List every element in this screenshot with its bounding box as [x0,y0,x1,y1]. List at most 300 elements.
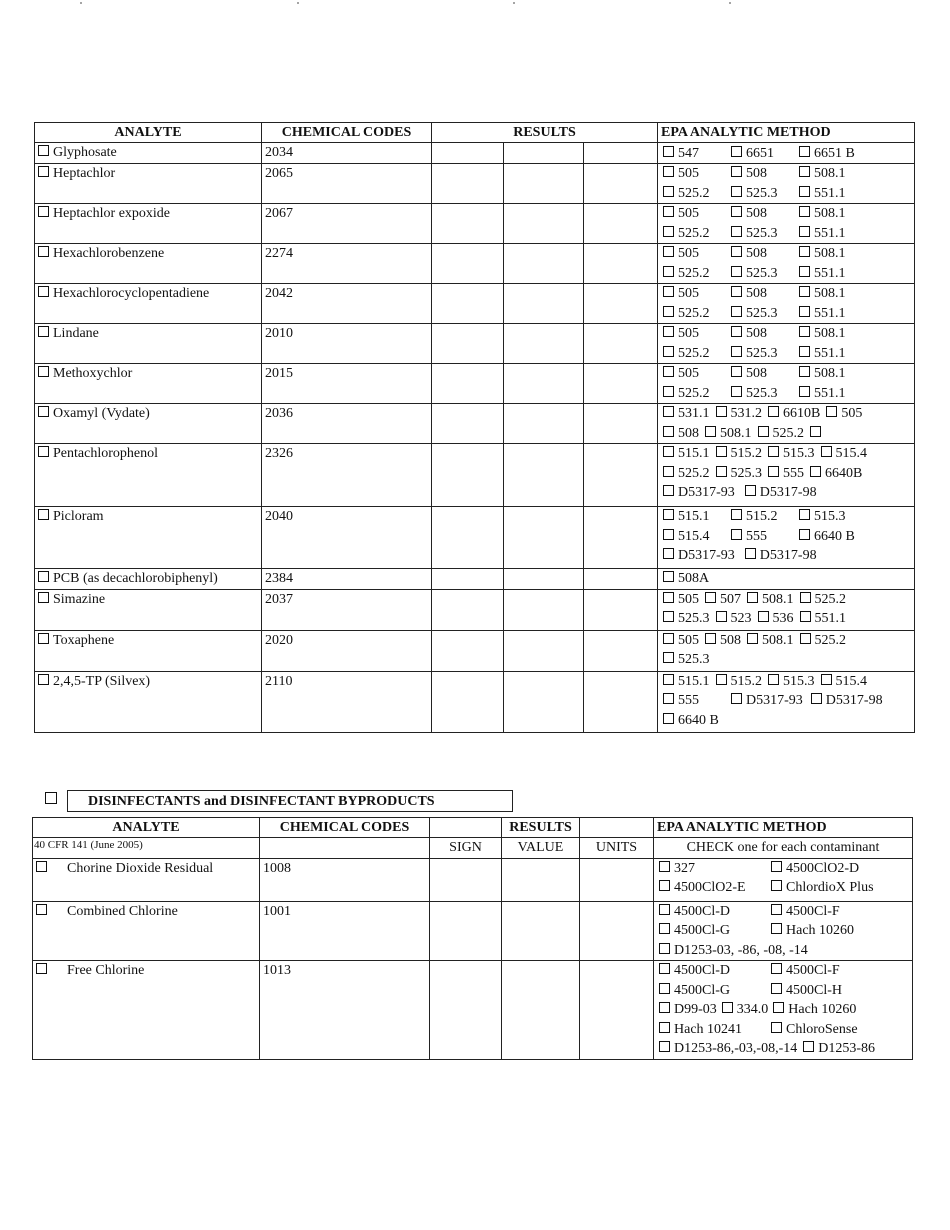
epa-method-option[interactable] [731,384,791,404]
result-value-field[interactable] [504,143,584,164]
method-checkbox[interactable] [731,266,742,277]
analyte-checkbox[interactable] [38,246,49,257]
epa-method-option[interactable] [799,344,859,364]
result-sign-field[interactable] [432,507,504,569]
epa-method-line [663,546,911,566]
analyte-checkbox[interactable] [38,206,49,217]
analyte-checkbox[interactable] [38,509,49,520]
method-checkbox[interactable] [731,146,742,157]
section-checkbox[interactable] [45,792,57,804]
epa-method-option[interactable] [799,144,859,164]
method-checkbox[interactable] [659,983,670,994]
method-checkbox[interactable] [731,166,742,177]
epa-method-option[interactable] [771,1020,858,1040]
method-checkbox[interactable] [731,286,742,297]
result-units-field[interactable] [584,404,658,444]
result-units-field[interactable] [580,961,654,1060]
method-checkbox[interactable] [663,674,674,685]
method-checkbox[interactable] [771,880,782,891]
analyte-checkbox[interactable] [38,326,49,337]
analyte-checkbox[interactable] [38,674,49,685]
analyte-checkbox[interactable] [38,166,49,177]
result-value-field[interactable] [504,204,584,244]
method-checkbox[interactable] [799,306,810,317]
epa-method-option[interactable] [731,364,791,384]
result-sign-field[interactable] [430,901,502,961]
method-checkbox[interactable] [722,1002,733,1013]
method-checkbox[interactable] [663,713,674,724]
epa-method-option[interactable] [663,264,723,284]
epa-method-option[interactable] [663,424,699,444]
result-units-field[interactable] [584,284,658,324]
method-checkbox[interactable] [799,206,810,217]
method-checkbox[interactable] [663,326,674,337]
epa-method-option[interactable] [731,204,791,224]
epa-method-option[interactable] [768,672,815,692]
epa-method-option[interactable] [731,527,791,547]
method-checkbox[interactable] [731,306,742,317]
epa-method-option[interactable] [745,546,817,566]
method-checkbox[interactable] [705,592,716,603]
method-checkbox[interactable] [768,406,779,417]
method-checkbox[interactable] [663,466,674,477]
method-checkbox[interactable] [803,1041,814,1052]
method-label: 525.2 [678,465,710,481]
epa-method-option[interactable] [799,284,859,304]
method-checkbox[interactable] [768,674,779,685]
result-sign-field[interactable] [432,364,504,404]
analyte-checkbox[interactable] [38,406,49,417]
epa-method-option[interactable] [663,184,723,204]
epa-method-option[interactable] [663,483,735,503]
method-checkbox[interactable] [663,186,674,197]
method-checkbox[interactable] [663,509,674,520]
epa-method-line [663,364,911,384]
epa-method-option[interactable] [659,981,765,1001]
method-checkbox[interactable] [663,166,674,177]
epa-method-option[interactable] [716,464,763,484]
method-checkbox[interactable] [821,674,832,685]
method-checkbox[interactable] [799,326,810,337]
epa-method-line [663,184,911,204]
method-checkbox[interactable] [800,592,811,603]
epa-method-option[interactable] [747,631,794,651]
method-checkbox[interactable] [799,146,810,157]
epa-method-option[interactable] [716,672,763,692]
result-units-field[interactable] [584,164,658,204]
epa-method-option[interactable] [731,264,791,284]
epa-method-option[interactable] [663,569,709,589]
epa-method-option[interactable] [731,164,791,184]
epa-method-option[interactable] [705,631,741,651]
result-sign-field[interactable] [432,671,504,732]
epa-method-option[interactable] [799,224,859,244]
method-checkbox[interactable] [745,485,756,496]
epa-method-option[interactable] [663,650,710,670]
result-value-field[interactable] [504,569,584,590]
epa-method-option[interactable] [771,981,842,1001]
method-checkbox[interactable] [731,386,742,397]
result-value-field[interactable] [504,364,584,404]
analyte-checkbox[interactable] [38,145,49,156]
method-checkbox[interactable] [771,1022,782,1033]
epa-method-option[interactable] [821,444,868,464]
method-checkbox[interactable] [716,466,727,477]
result-units-field[interactable] [584,364,658,404]
epa-method-option[interactable] [800,590,847,610]
epa-method-line [663,711,911,731]
result-sign-field[interactable] [432,164,504,204]
epa-method-option[interactable] [659,921,765,941]
epa-method-option[interactable] [821,672,868,692]
epa-method-option[interactable] [663,324,723,344]
result-value-field[interactable] [504,630,584,671]
method-checkbox[interactable] [659,1041,670,1052]
epa-method-option[interactable] [731,507,791,527]
epa-method-option[interactable] [705,424,752,444]
epa-method-option[interactable] [663,464,710,484]
method-checkbox[interactable] [758,611,769,622]
result-value-field[interactable] [504,244,584,284]
epa-method-option[interactable] [731,284,791,304]
epa-method-option[interactable] [663,609,710,629]
result-units-field[interactable] [584,671,658,732]
epa-method-option[interactable] [663,284,723,304]
epa-method-option[interactable] [771,859,859,879]
epa-method-option[interactable] [716,444,763,464]
epa-method-option[interactable] [731,691,803,711]
result-sign-field[interactable] [432,404,504,444]
method-checkbox[interactable] [799,346,810,357]
result-units-field[interactable] [584,204,658,244]
epa-method-option[interactable] [705,590,741,610]
epa-method-option[interactable] [663,711,719,731]
analyte-checkbox[interactable] [38,633,49,644]
result-units-field[interactable] [584,324,658,364]
result-sign-field[interactable] [430,858,502,901]
method-checkbox[interactable] [663,426,674,437]
epa-method-option[interactable] [768,444,815,464]
method-checkbox[interactable] [716,674,727,685]
epa-method-option[interactable] [799,184,859,204]
epa-method-option[interactable] [663,164,723,184]
epa-method-option[interactable] [731,344,791,364]
method-checkbox[interactable] [800,633,811,644]
epa-method-option[interactable] [758,424,805,444]
method-checkbox[interactable] [716,446,727,457]
method-checkbox[interactable] [800,611,811,622]
epa-method-option[interactable] [659,902,765,922]
method-checkbox[interactable] [659,1002,670,1013]
method-checkbox[interactable] [663,529,674,540]
method-checkbox[interactable] [771,904,782,915]
epa-method-option[interactable] [663,244,723,264]
method-checkbox[interactable] [663,146,674,157]
result-value-field[interactable] [502,961,580,1060]
epa-method-option[interactable] [659,1000,717,1020]
method-checkbox[interactable] [663,485,674,496]
epa-method-option[interactable] [663,691,723,711]
epa-method-option[interactable] [799,264,859,284]
chemical-code: 2020 [262,630,432,671]
result-value-field[interactable] [504,284,584,324]
method-label: Hach 10260 [786,923,855,938]
epa-method-option[interactable] [799,304,859,324]
epa-method-option[interactable] [826,404,862,424]
method-checkbox[interactable] [731,346,742,357]
method-checkbox[interactable] [799,529,810,540]
epa-method-option[interactable] [663,507,723,527]
epa-method-option[interactable] [663,384,723,404]
result-units-field[interactable] [584,630,658,671]
method-checkbox[interactable] [810,466,821,477]
method-checkbox[interactable] [659,943,670,954]
method-checkbox[interactable] [810,426,821,437]
method-checkbox[interactable] [663,306,674,317]
epa-method-option[interactable] [716,609,752,629]
method-checkbox[interactable] [768,466,779,477]
result-sign-field[interactable] [432,244,504,284]
method-checkbox[interactable] [799,509,810,520]
method-label: 508 [746,366,768,381]
method-checkbox[interactable] [768,446,779,457]
method-checkbox[interactable] [659,880,670,891]
result-units-field[interactable] [580,858,654,901]
method-checkbox[interactable] [731,509,742,520]
epa-method-option[interactable] [773,1000,856,1020]
method-checkbox[interactable] [731,693,742,704]
method-checkbox[interactable] [799,186,810,197]
result-value-field[interactable] [504,164,584,204]
epa-method-option[interactable] [811,691,883,711]
method-label: 551.1 [814,345,846,361]
epa-method-option[interactable] [799,164,859,184]
method-checkbox[interactable] [663,246,674,257]
method-checkbox[interactable] [771,861,782,872]
method-checkbox[interactable] [705,426,716,437]
epa-method-option[interactable] [663,527,723,547]
epa-method-option[interactable] [659,941,808,961]
result-value-field[interactable] [504,444,584,507]
method-checkbox[interactable] [799,366,810,377]
epa-method-option[interactable] [659,961,765,981]
epa-method-option[interactable] [663,404,710,424]
result-units-field[interactable] [584,589,658,630]
epa-method-option[interactable] [663,444,710,464]
method-checkbox[interactable] [771,963,782,974]
method-checkbox[interactable] [716,406,727,417]
result-sign-field[interactable] [432,630,504,671]
result-value-field[interactable] [504,589,584,630]
method-checkbox[interactable] [747,633,758,644]
method-checkbox[interactable] [663,652,674,663]
method-checkbox[interactable] [663,633,674,644]
result-value-field[interactable] [504,671,584,732]
method-checkbox[interactable] [663,346,674,357]
epa-method-option[interactable] [731,244,791,264]
method-checkbox[interactable] [659,1022,670,1033]
epa-method-option[interactable] [722,1000,769,1020]
result-sign-field[interactable] [430,961,502,1060]
method-checkbox[interactable] [663,592,674,603]
method-checkbox[interactable] [731,529,742,540]
method-checkbox[interactable] [731,246,742,257]
method-checkbox[interactable] [747,592,758,603]
method-checkbox[interactable] [731,186,742,197]
method-checkbox[interactable] [663,286,674,297]
epa-method-option[interactable] [799,204,859,224]
result-units-field[interactable] [580,901,654,961]
result-sign-field[interactable] [432,324,504,364]
epa-method-cell [654,858,913,901]
epa-method-option[interactable] [731,324,791,344]
method-checkbox[interactable] [799,386,810,397]
method-checkbox[interactable] [663,266,674,277]
method-checkbox[interactable] [659,904,670,915]
method-checkbox[interactable] [663,206,674,217]
result-sign-field[interactable] [432,589,504,630]
epa-method-option[interactable] [663,144,723,164]
analyte-checkbox[interactable] [36,861,47,872]
result-sign-field[interactable] [432,569,504,590]
epa-method-option[interactable] [800,609,847,629]
epa-method-line [659,1039,909,1059]
method-checkbox[interactable] [799,246,810,257]
method-checkbox[interactable] [705,633,716,644]
method-checkbox[interactable] [663,611,674,622]
method-checkbox[interactable] [663,226,674,237]
method-checkbox[interactable] [663,366,674,377]
method-checkbox[interactable] [731,366,742,377]
epa-method-option[interactable] [663,204,723,224]
epa-method-option[interactable] [799,364,859,384]
result-sign-field[interactable] [432,204,504,244]
result-units-field[interactable] [584,143,658,164]
epa-method-option[interactable] [810,424,825,444]
result-units-field[interactable] [584,569,658,590]
method-checkbox[interactable] [663,406,674,417]
result-value-field[interactable] [504,324,584,364]
result-sign-field[interactable] [432,284,504,324]
epa-method-option[interactable] [659,878,765,898]
method-checkbox[interactable] [773,1002,784,1013]
epa-method-option[interactable] [799,244,859,264]
epa-method-option[interactable] [659,1039,797,1059]
method-label: 6651 B [814,145,855,161]
epa-method-option[interactable] [799,384,859,404]
epa-method-option[interactable] [663,224,723,244]
epa-method-option[interactable] [663,364,723,384]
method-checkbox[interactable] [731,226,742,237]
epa-method-option[interactable] [663,304,723,324]
method-checkbox[interactable] [659,923,670,934]
epa-method-option[interactable] [663,631,699,651]
epa-method-option[interactable] [745,483,817,503]
analyte-checkbox[interactable] [38,446,49,457]
epa-method-option[interactable] [731,184,791,204]
epa-method-option[interactable] [799,527,859,547]
method-checkbox[interactable] [731,326,742,337]
method-checkbox[interactable] [771,983,782,994]
method-checkbox[interactable] [745,548,756,559]
epa-method-option[interactable] [771,921,854,941]
epa-method-option[interactable] [659,1020,765,1040]
epa-method-option[interactable] [771,961,840,981]
method-label: 505 [678,366,700,381]
method-checkbox[interactable] [758,426,769,437]
epa-method-option[interactable] [747,590,794,610]
method-checkbox[interactable] [799,226,810,237]
epa-method-option[interactable] [731,144,791,164]
epa-method-option[interactable] [810,464,862,484]
analyte-checkbox[interactable] [36,904,47,915]
analyte-cell [35,404,262,444]
epa-method-option[interactable] [768,404,820,424]
method-checkbox[interactable] [663,446,674,457]
method-checkbox[interactable] [799,166,810,177]
epa-method-option[interactable] [659,859,765,879]
epa-method-option[interactable] [716,404,763,424]
method-checkbox[interactable] [716,611,727,622]
result-value-field[interactable] [502,901,580,961]
method-checkbox[interactable] [799,266,810,277]
result-sign-field[interactable] [432,143,504,164]
method-checkbox[interactable] [663,571,674,582]
method-checkbox[interactable] [663,386,674,397]
method-checkbox[interactable] [799,286,810,297]
result-value-field[interactable] [504,404,584,444]
epa-method-option[interactable] [771,902,840,922]
analyte-checkbox[interactable] [38,366,49,377]
method-checkbox[interactable] [663,548,674,559]
analyte-checkbox[interactable] [38,592,49,603]
method-label: 4500Cl-F [786,963,840,978]
analyte-checkbox[interactable] [38,286,49,297]
method-checkbox[interactable] [771,923,782,934]
epa-method-option[interactable] [799,324,859,344]
epa-method-option[interactable] [731,224,791,244]
method-checkbox[interactable] [826,406,837,417]
analyte-checkbox[interactable] [38,571,49,582]
result-units-field[interactable] [584,444,658,507]
method-checkbox[interactable] [821,446,832,457]
result-sign-field[interactable] [432,444,504,507]
result-value-field[interactable] [502,858,580,901]
method-checkbox[interactable] [659,963,670,974]
result-value-field[interactable] [504,507,584,569]
result-units-field[interactable] [584,244,658,284]
epa-method-line [663,672,911,692]
epa-method-option[interactable] [731,304,791,324]
epa-method-option[interactable] [771,878,874,898]
epa-method-option[interactable] [768,464,804,484]
method-checkbox[interactable] [663,693,674,704]
method-label: 507 [720,591,742,607]
epa-method-option[interactable] [803,1039,875,1059]
method-checkbox[interactable] [811,693,822,704]
method-checkbox[interactable] [659,861,670,872]
method-checkbox[interactable] [731,206,742,217]
epa-method-option[interactable] [663,590,699,610]
result-units-field[interactable] [584,507,658,569]
epa-method-option[interactable] [663,344,723,364]
epa-method-option[interactable] [799,507,859,527]
epa-method-option[interactable] [758,609,794,629]
epa-method-option[interactable] [663,672,710,692]
analyte-checkbox[interactable] [36,963,47,974]
epa-method-option[interactable] [663,546,735,566]
epa-method-option[interactable] [800,631,847,651]
